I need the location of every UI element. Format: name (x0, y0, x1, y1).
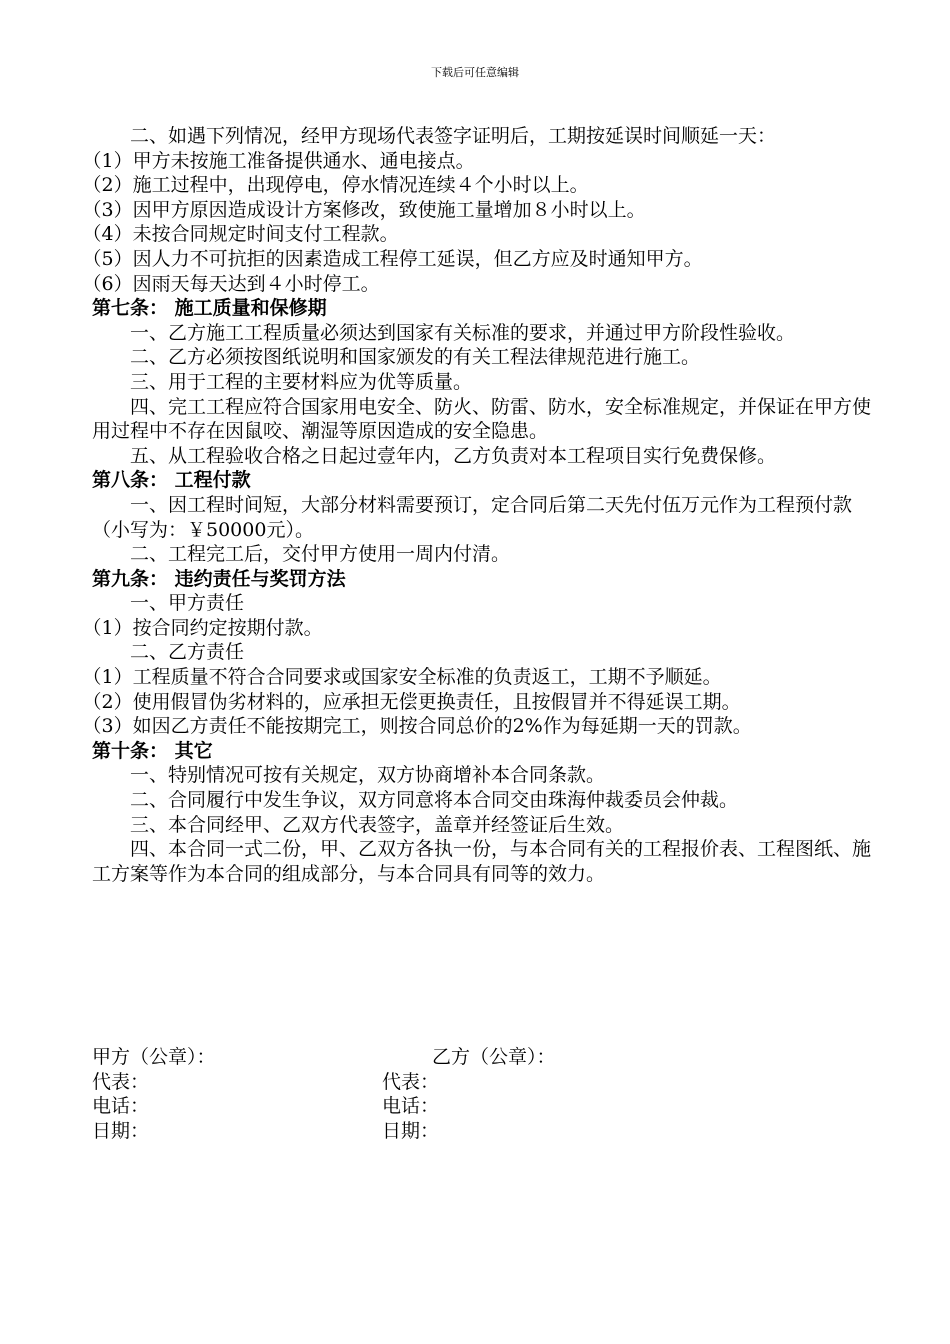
clause6-item-2: （2）施工过程中，出现停电，停水情况连续４个小时以上。 (82, 174, 589, 197)
signature-seal-row (92, 1045, 882, 1070)
clause9-party-a-title: 一、甲方责任 (130, 592, 245, 615)
clause6-item-3: （3）因甲方原因造成设计方案修改，致使施工量增加８小时以上。 (82, 198, 646, 221)
party-b-phone-label: 电话： (382, 1095, 440, 1118)
signature-date-row (92, 1119, 882, 1144)
party-b-seal-label: 乙方（公章）： (432, 1046, 556, 1068)
clause7-paragraph-2: 二、乙方必须按图纸说明和国家颁发的有关工程法律规范进行施工。 (130, 346, 701, 369)
clause6-item-4: （4）未按合同规定时间支付工程款。 (82, 223, 399, 246)
party-a-seal-label: 甲方（公章）： (92, 1046, 216, 1068)
clause6-item-1: （1）甲方未按施工准备提供通水、通电接点。 (82, 149, 475, 172)
party-a-date-label: 日期： (92, 1119, 150, 1142)
clause8-heading: 第八条： 工程付款 (92, 469, 251, 492)
clause10-paragraph-2: 二、合同履行中发生争议，双方同意将本合同交由珠海仲裁委员会仲裁。 (130, 789, 739, 812)
signature-rep-row (92, 1070, 882, 1095)
party-a-phone-label: 电话： (92, 1095, 150, 1118)
clause9-party-b-item-2: （2）使用假冒伪劣材料的，应承担无偿更换责任，且按假冒并不得延误工期。 (82, 690, 741, 713)
clause9-party-b-item-1: （1）工程质量不符合合同要求或国家安全标准的负责返工，工期不予顺延。 (82, 666, 722, 689)
clause7-paragraph-3: 三、用于工程的主要材料应为优等质量。 (130, 370, 473, 393)
clause10-paragraph-1: 一、特别情况可按有关规定，双方协商增补本合同条款。 (130, 764, 606, 787)
clause10-heading: 第十条： 其它 (92, 739, 213, 762)
signature-phone-row (92, 1094, 882, 1119)
clause10-paragraph-4: 四、本合同一式二份，甲、乙双方各执一份，与本合同有关的工程报价表、工程图纸、施工方案等作为本合同的组成部分，与本合同具有同等的效力。 (92, 838, 872, 885)
clause10-paragraph-3: 三、本合同经甲、乙双方代表签字，盖章并经签证后生效。 (130, 813, 625, 836)
page-header-note: 下载后可任意编辑 (431, 66, 519, 79)
clause6-item-5: （5）因人力不可抗拒的因素造成工程停工延误，但乙方应及时通知甲方。 (82, 247, 703, 270)
signature-block (92, 1045, 882, 1143)
contract-body (82, 124, 882, 886)
clause7-heading: 第七条： 施工质量和保修期 (92, 297, 327, 320)
party-a-rep-label: 代表： (92, 1070, 150, 1093)
party-b-date-label: 日期： (382, 1119, 440, 1142)
clause6-intro: 二、如遇下列情况，经甲方现场代表签字证明后，工期按延误时间顺延一天： (130, 125, 777, 147)
party-b-rep-label: 代表： (382, 1070, 440, 1093)
clause7-paragraph-5: 五、从工程验收合格之日起过壹年内，乙方负责对本工程项目实行免费保修。 (130, 444, 777, 467)
clause7-paragraph-1: 一、乙方施工工程质量必须达到国家有关标准的要求，并通过甲方阶段性验收。 (130, 321, 796, 344)
clause9-party-b-item-3: （3）如因乙方责任不能按期完工，则按合同总价的2%作为每延期一天的罚款。 (82, 715, 752, 738)
clause9-party-a-item-1: （1）按合同约定按期付款。 (82, 616, 323, 639)
clause8-paragraph-2: 二、工程完工后，交付甲方使用一周内付清。 (130, 543, 511, 566)
clause9-heading: 第九条： 违约责任与奖罚方法 (92, 567, 346, 590)
clause7-paragraph-4: 四、完工工程应符合国家用电安全、防火、防雷、防水，安全标准规定，并保证在甲方使用过程中不存在因鼠咬、潮湿等原因造成的安全隐患。 (92, 395, 872, 443)
clause6-item-6: （6）因雨天每天达到４小时停工。 (82, 272, 380, 295)
clause8-paragraph-1: 一、因工程时间短，大部分材料需要预订，定合同后第二天先付伍万元作为工程预付款（小写为：￥50000元）。 (92, 493, 853, 541)
clause9-party-b-title: 二、乙方责任 (130, 641, 245, 664)
